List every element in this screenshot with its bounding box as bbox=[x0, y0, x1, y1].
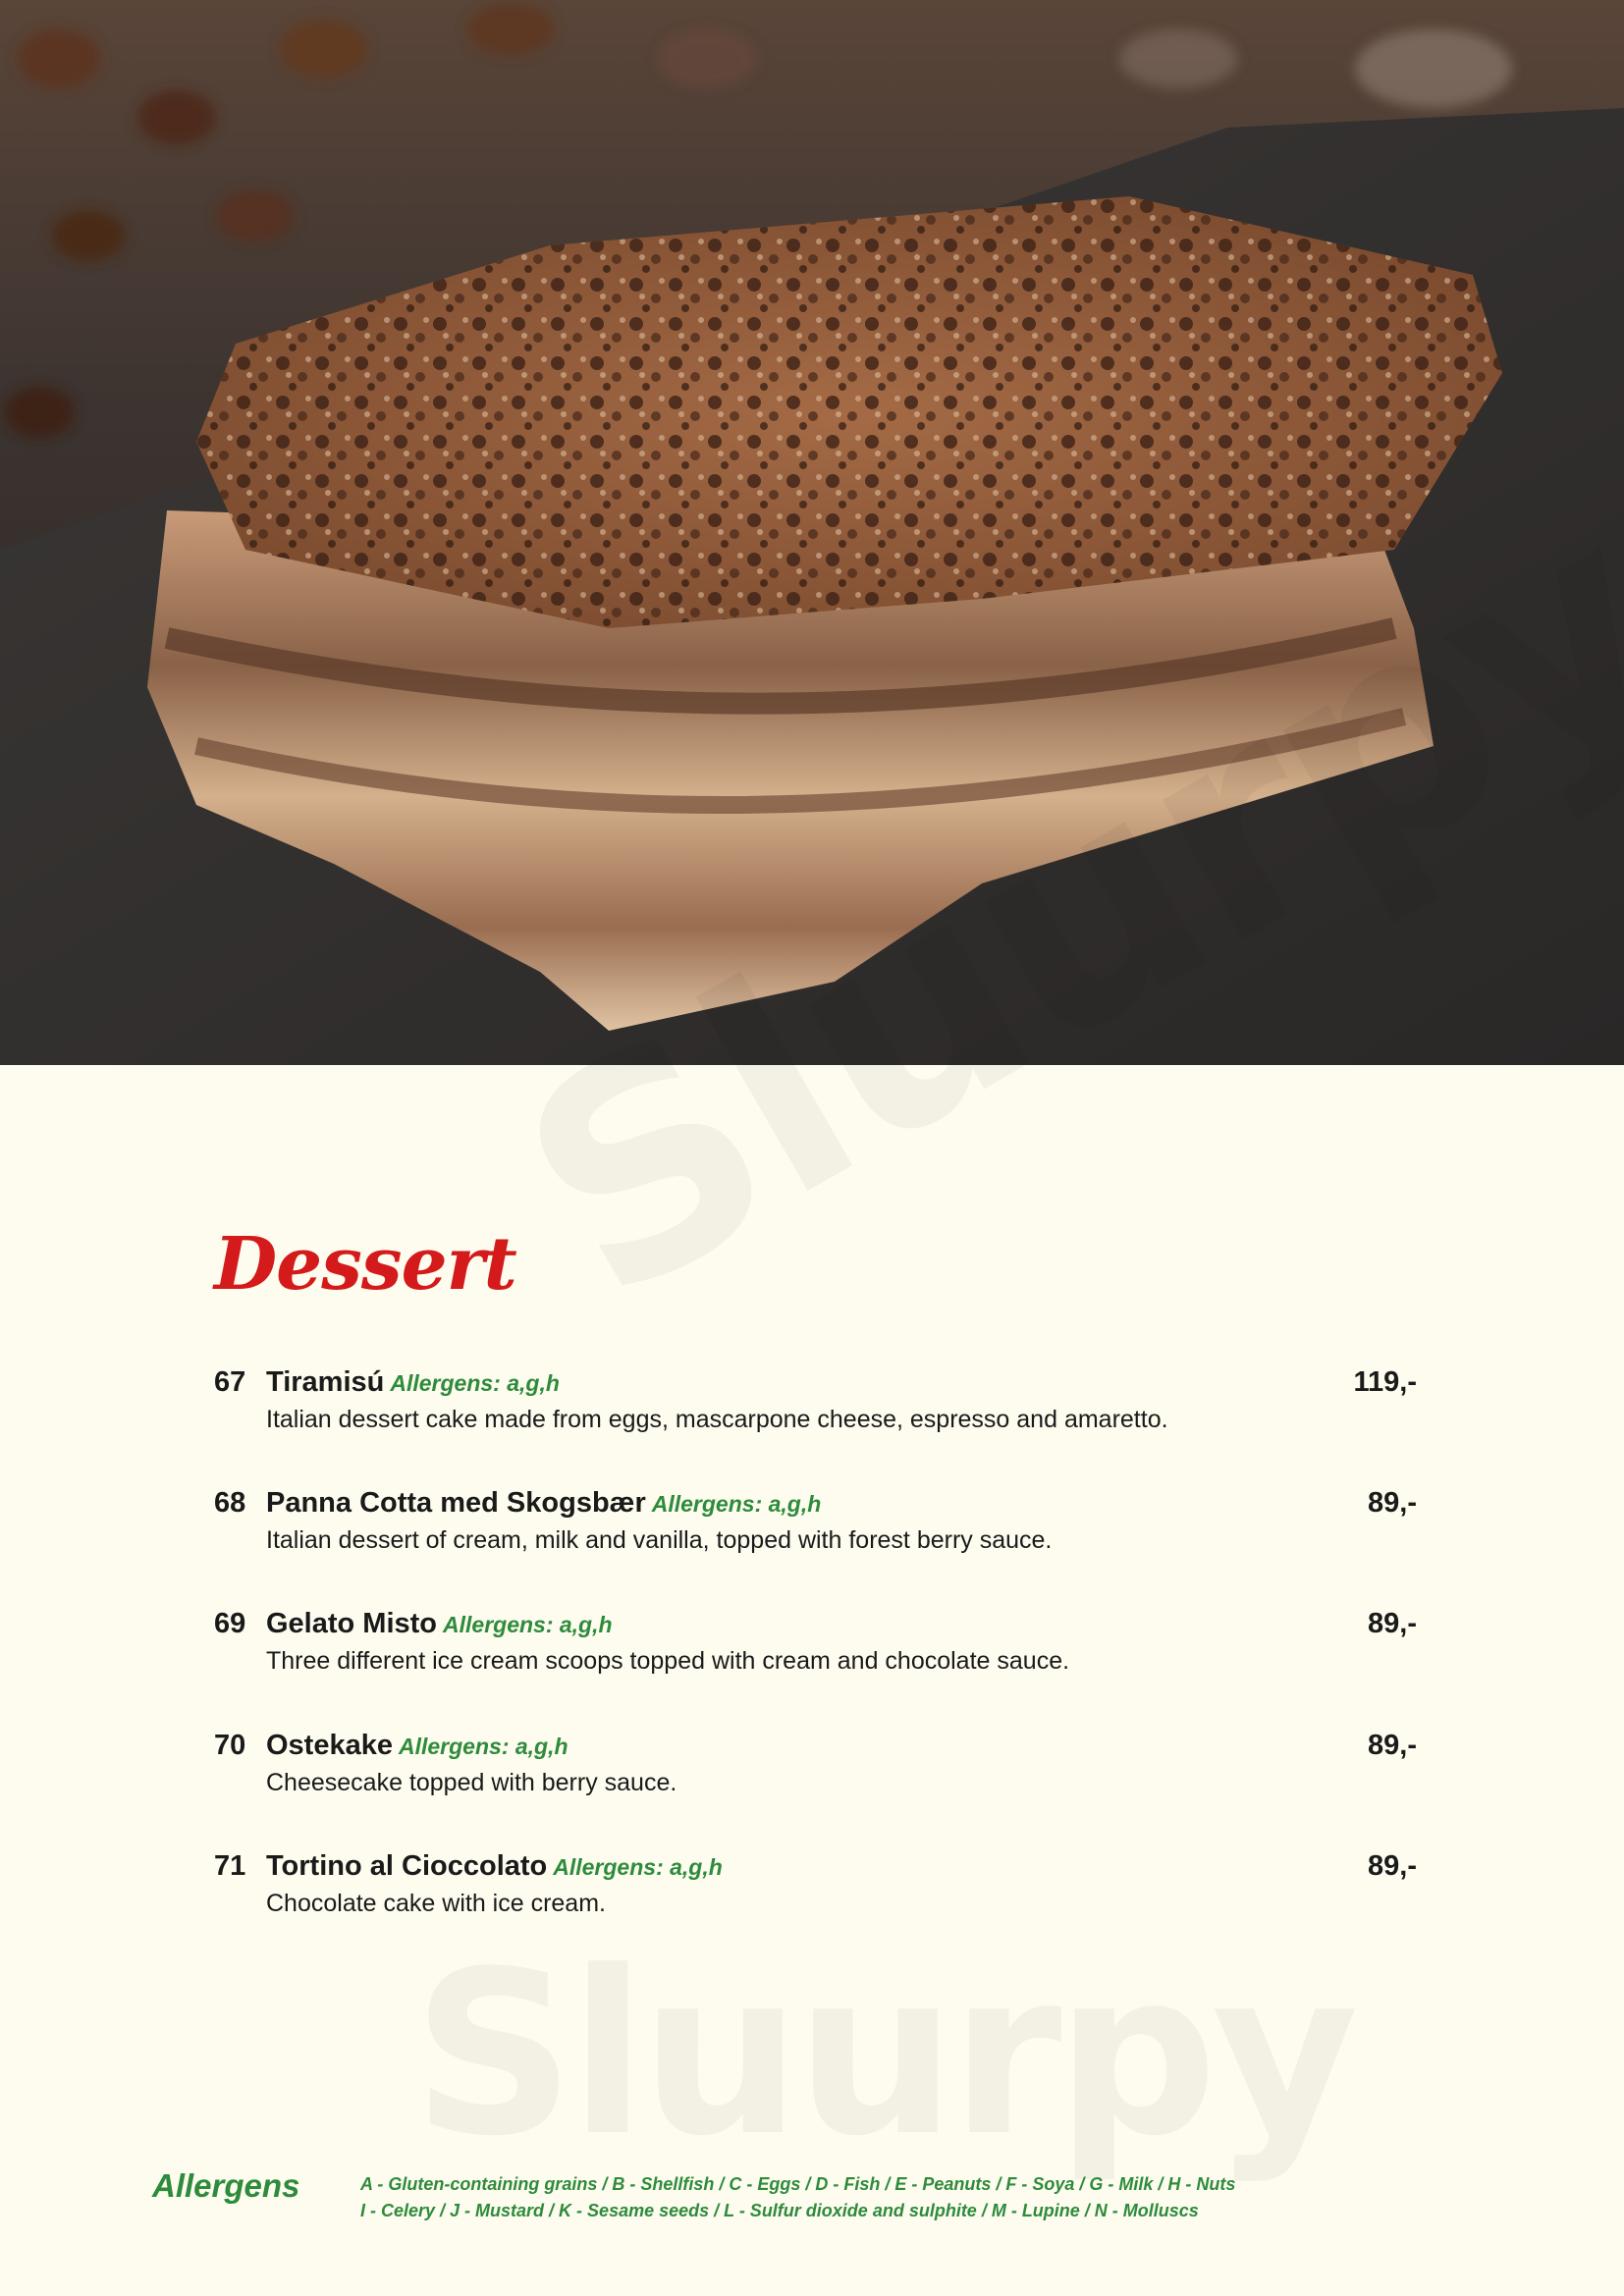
item-name: Gelato Misto bbox=[266, 1608, 438, 1639]
item-description: Italian dessert of cream, milk and vanilla, topped with forest berry sauce. bbox=[266, 1526, 1053, 1554]
item-name: Tortino al Cioccolato bbox=[266, 1850, 548, 1882]
item-description: Three different ice cream scoops topped with cream and chocolate sauce. bbox=[266, 1647, 1070, 1675]
menu-item-67 bbox=[214, 1366, 1417, 1465]
menu-item-69 bbox=[214, 1608, 1417, 1706]
item-headline bbox=[266, 1730, 568, 1762]
item-allergens: Allergens: a,g,h bbox=[443, 1612, 613, 1637]
menu-item-70 bbox=[214, 1730, 1417, 1828]
item-headline bbox=[266, 1850, 723, 1883]
item-name: Ostekake bbox=[266, 1730, 393, 1761]
item-allergens: Allergens: a,g,h bbox=[553, 1854, 723, 1880]
item-description: Cheesecake topped with berry sauce. bbox=[266, 1769, 677, 1796]
item-number: 68 bbox=[214, 1487, 246, 1519]
item-description: Italian dessert cake made from eggs, mascarpone cheese, espresso and amaretto. bbox=[266, 1406, 1168, 1433]
item-allergens: Allergens: a,g,h bbox=[651, 1491, 822, 1517]
item-price: 89,- bbox=[1368, 1730, 1417, 1761]
item-number: 70 bbox=[214, 1730, 246, 1761]
item-price: 119,- bbox=[1353, 1366, 1417, 1398]
allergens-legend-line-1: A - Gluten-containing grains / B - Shellfish / C - Eggs / D - Fish / E - Peanuts / F - Soya / G - Milk / H - Nuts bbox=[360, 2174, 1236, 2194]
item-number: 69 bbox=[214, 1608, 246, 1639]
section-title: Dessert bbox=[214, 1222, 516, 1307]
item-allergens: Allergens: a,g,h bbox=[390, 1370, 560, 1396]
item-allergens: Allergens: a,g,h bbox=[399, 1734, 568, 1759]
item-description: Chocolate cake with ice cream. bbox=[266, 1890, 606, 1917]
menu-item-68 bbox=[214, 1487, 1417, 1585]
item-headline bbox=[266, 1366, 560, 1399]
item-number: 67 bbox=[214, 1366, 246, 1398]
item-price: 89,- bbox=[1368, 1608, 1417, 1639]
tiramisu-photo bbox=[0, 0, 1624, 1065]
item-number: 71 bbox=[214, 1850, 246, 1882]
item-name: Panna Cotta med Skogsbær bbox=[266, 1487, 646, 1519]
item-price: 89,- bbox=[1368, 1487, 1417, 1519]
hero-photo-tiramisu bbox=[0, 0, 1624, 1065]
item-headline bbox=[266, 1487, 821, 1520]
watermark-sluurpy-bottom bbox=[412, 1924, 1353, 2186]
item-headline bbox=[266, 1608, 613, 1640]
item-name: Tiramisú bbox=[266, 1366, 385, 1398]
allergens-legend-title: Allergens bbox=[152, 2167, 300, 2204]
allergens-legend-line-2: I - Celery / J - Mustard / K - Sesame seeds / L - Sulfur dioxide and sulphite / M - Lupine / N - Molluscs bbox=[360, 2201, 1199, 2220]
menu-item-71 bbox=[214, 1850, 1417, 1949]
item-price: 89,- bbox=[1368, 1850, 1417, 1882]
